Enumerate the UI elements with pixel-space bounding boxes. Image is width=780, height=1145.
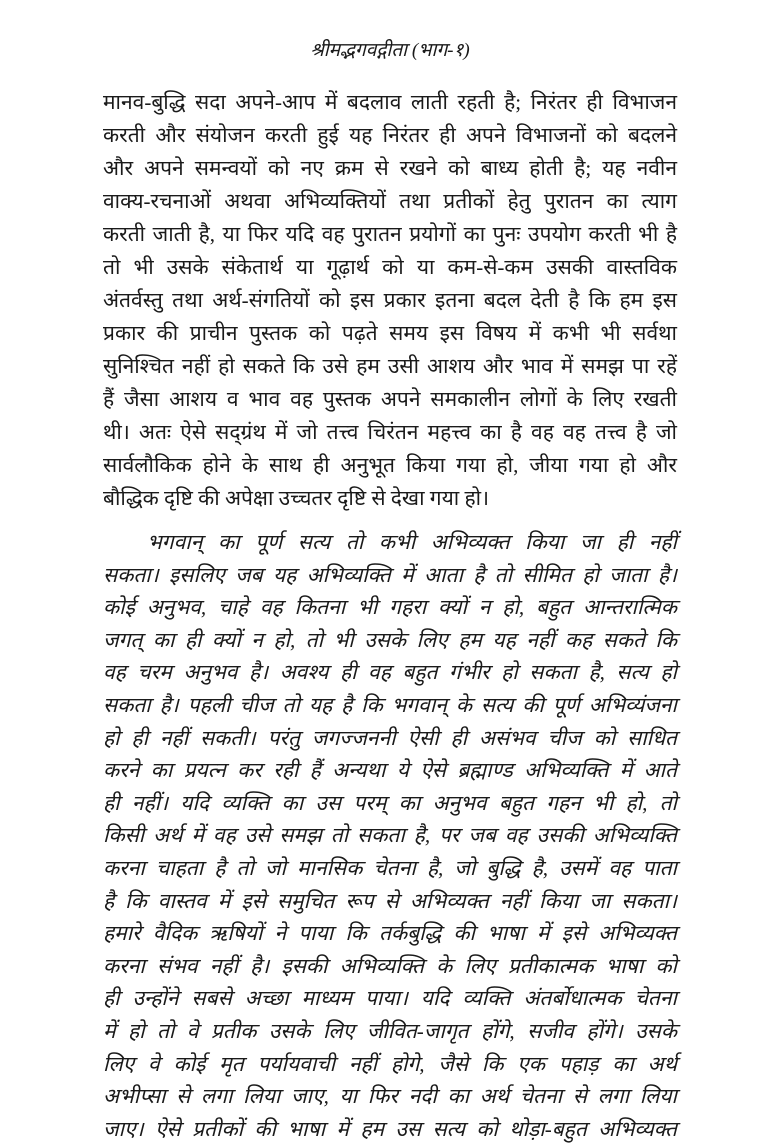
text-line: तो भी उसके संकेतार्थ या गूढ़ार्थ को या कम-से-कम उसकी वास्तविक: [103, 255, 677, 279]
text-line: कोई अनुभव, चाहे वह कितना भी गहरा क्यों न हो, बहुत आन्तरात्मिक: [103, 595, 677, 620]
text-line: थी। अतः ऐसे सद्ग्रंथ में जो तत्त्व चिरंतन महत्त्व का है वह वह तत्त्व है जो: [103, 420, 677, 444]
text-line: सार्वलौकिक होने के साथ ही अनुभूत किया गया हो, जीया गया हो और: [103, 453, 677, 477]
text-line: मानव-बुद्धि सदा अपने-आप में बदलाव लाती रहती है; निरंतर ही विभाजन: [103, 90, 677, 114]
text-line: ही उन्होंने सबसे अच्छा माध्यम पाया। यदि व्यक्ति अंतर्बोधात्मक चेतना: [103, 986, 677, 1011]
text-line: करने का प्रयत्न कर रही हैं अन्यथा ये ऐसे ब्रह्माण्ड अभिव्यक्ति में आते: [103, 758, 677, 783]
page-header: श्रीमद्भगवद्गीता (भाग-१): [310, 40, 470, 61]
text-line: सकता है। पहली चीज तो यह है कि भगवान् के सत्य की पूर्ण अभिव्यंजना: [103, 692, 677, 717]
text-line: भगवान् का पूर्ण सत्य तो कभी अभिव्यक्त किया जा ही नहीं: [147, 530, 677, 554]
text-line: अंतर्वस्तु तथा अर्थ-संगतियों को इस प्रकार इतना बदल देती है कि हम इस: [103, 288, 677, 312]
text-line: बौद्धिक दृष्टि की अपेक्षा उच्चतर दृष्टि से देखा गया हो।: [103, 486, 490, 510]
text-line: करना संभव नहीं है। इसकी अभिव्यक्ति के लिए प्रतीकात्मक भाषा को: [103, 953, 677, 978]
text-line: प्रकार की प्राचीन पुस्तक को पढ़ते समय इस विषय में कभी भी सर्वथा: [103, 321, 677, 345]
text-line: है कि वास्तव में इसे समुचित रूप से अभिव्यक्त नहीं किया जा सकता।: [103, 888, 677, 913]
text-line: वाक्य-रचनाओं अथवा अभिव्यक्तियों तथा प्रतीकों हेतु पुरातन का त्याग: [103, 189, 677, 213]
text-line: वह चरम अनुभव है। अवश्य ही वह बहुत गंभीर हो सकता है, सत्य हो: [103, 660, 677, 685]
text-line: और अपने समन्वयों को नए क्रम से रखने को बाध्य होती है; यह नवीन: [103, 156, 677, 180]
paragraph-1: [103, 86, 677, 515]
text-line: करती जाती है, या फिर यदि वह पुरातन प्रयोगों का पुनः उपयोग करती भी है: [103, 222, 677, 246]
text-line: ही नहीं। यदि व्यक्ति का उस परम् का अनुभव बहुत गहन भी हो, तो: [103, 790, 677, 815]
text-line: सुनिश्चित नहीं हो सकते कि उसे हम उसी आशय और भाव में समझ पा रहें: [103, 354, 677, 378]
text-line: जगत् का ही क्यों न हो, तो भी उसके लिए हम यह नहीं कह सकते कि: [103, 627, 677, 652]
text-line: किसी अर्थ में वह उसे समझ तो सकता है, पर जब वह उसकी अभिव्यक्ति: [103, 823, 677, 848]
text-line: अभीप्सा से लगा लिया जाए, या फिर नदी का अर्थ चेतना से लगा लिया: [103, 1084, 677, 1109]
text-line: लिए वे कोई मृत पर्यायवाची नहीं होगे, जैसे कि एक पहाड़ का अर्थ: [103, 1051, 677, 1076]
text-line: करना चाहता है तो जो मानसिक चेतना है, जो बुद्धि है, उसमें वह पाता: [103, 855, 677, 880]
text-line: जाए। ऐसे प्रतीकों की भाषा में हम उस सत्य को थोड़ा-बहुत अभिव्यक्त: [103, 1116, 677, 1141]
text-line: सकता। इसलिए जब यह अभिव्यक्ति में आता है तो सीमित हो जाता है।: [103, 562, 677, 587]
text-line: हैं जैसा आशय व भाव वह पुस्तक अपने समकालीन लोगों के लिए रखती: [103, 387, 677, 411]
text-line: में हो तो वे प्रतीक उसके लिए जीवित-जागृत होंगे, सजीव होंगे। उसके: [103, 1018, 677, 1043]
paragraph-2: [103, 526, 677, 1145]
text-line: हमारे वैदिक ऋषियों ने पाया कि तर्कबुद्धि की भाषा में इसे अभिव्यक्त: [103, 921, 677, 946]
text-line: करती और संयोजन करती हुई यह निरंतर ही अपने विभाजनों को बदलने: [103, 123, 677, 147]
text-line: हो ही नहीं सकती। परंतु जगज्जननी ऐसी ही असंभव चीज को साधित: [103, 725, 677, 750]
